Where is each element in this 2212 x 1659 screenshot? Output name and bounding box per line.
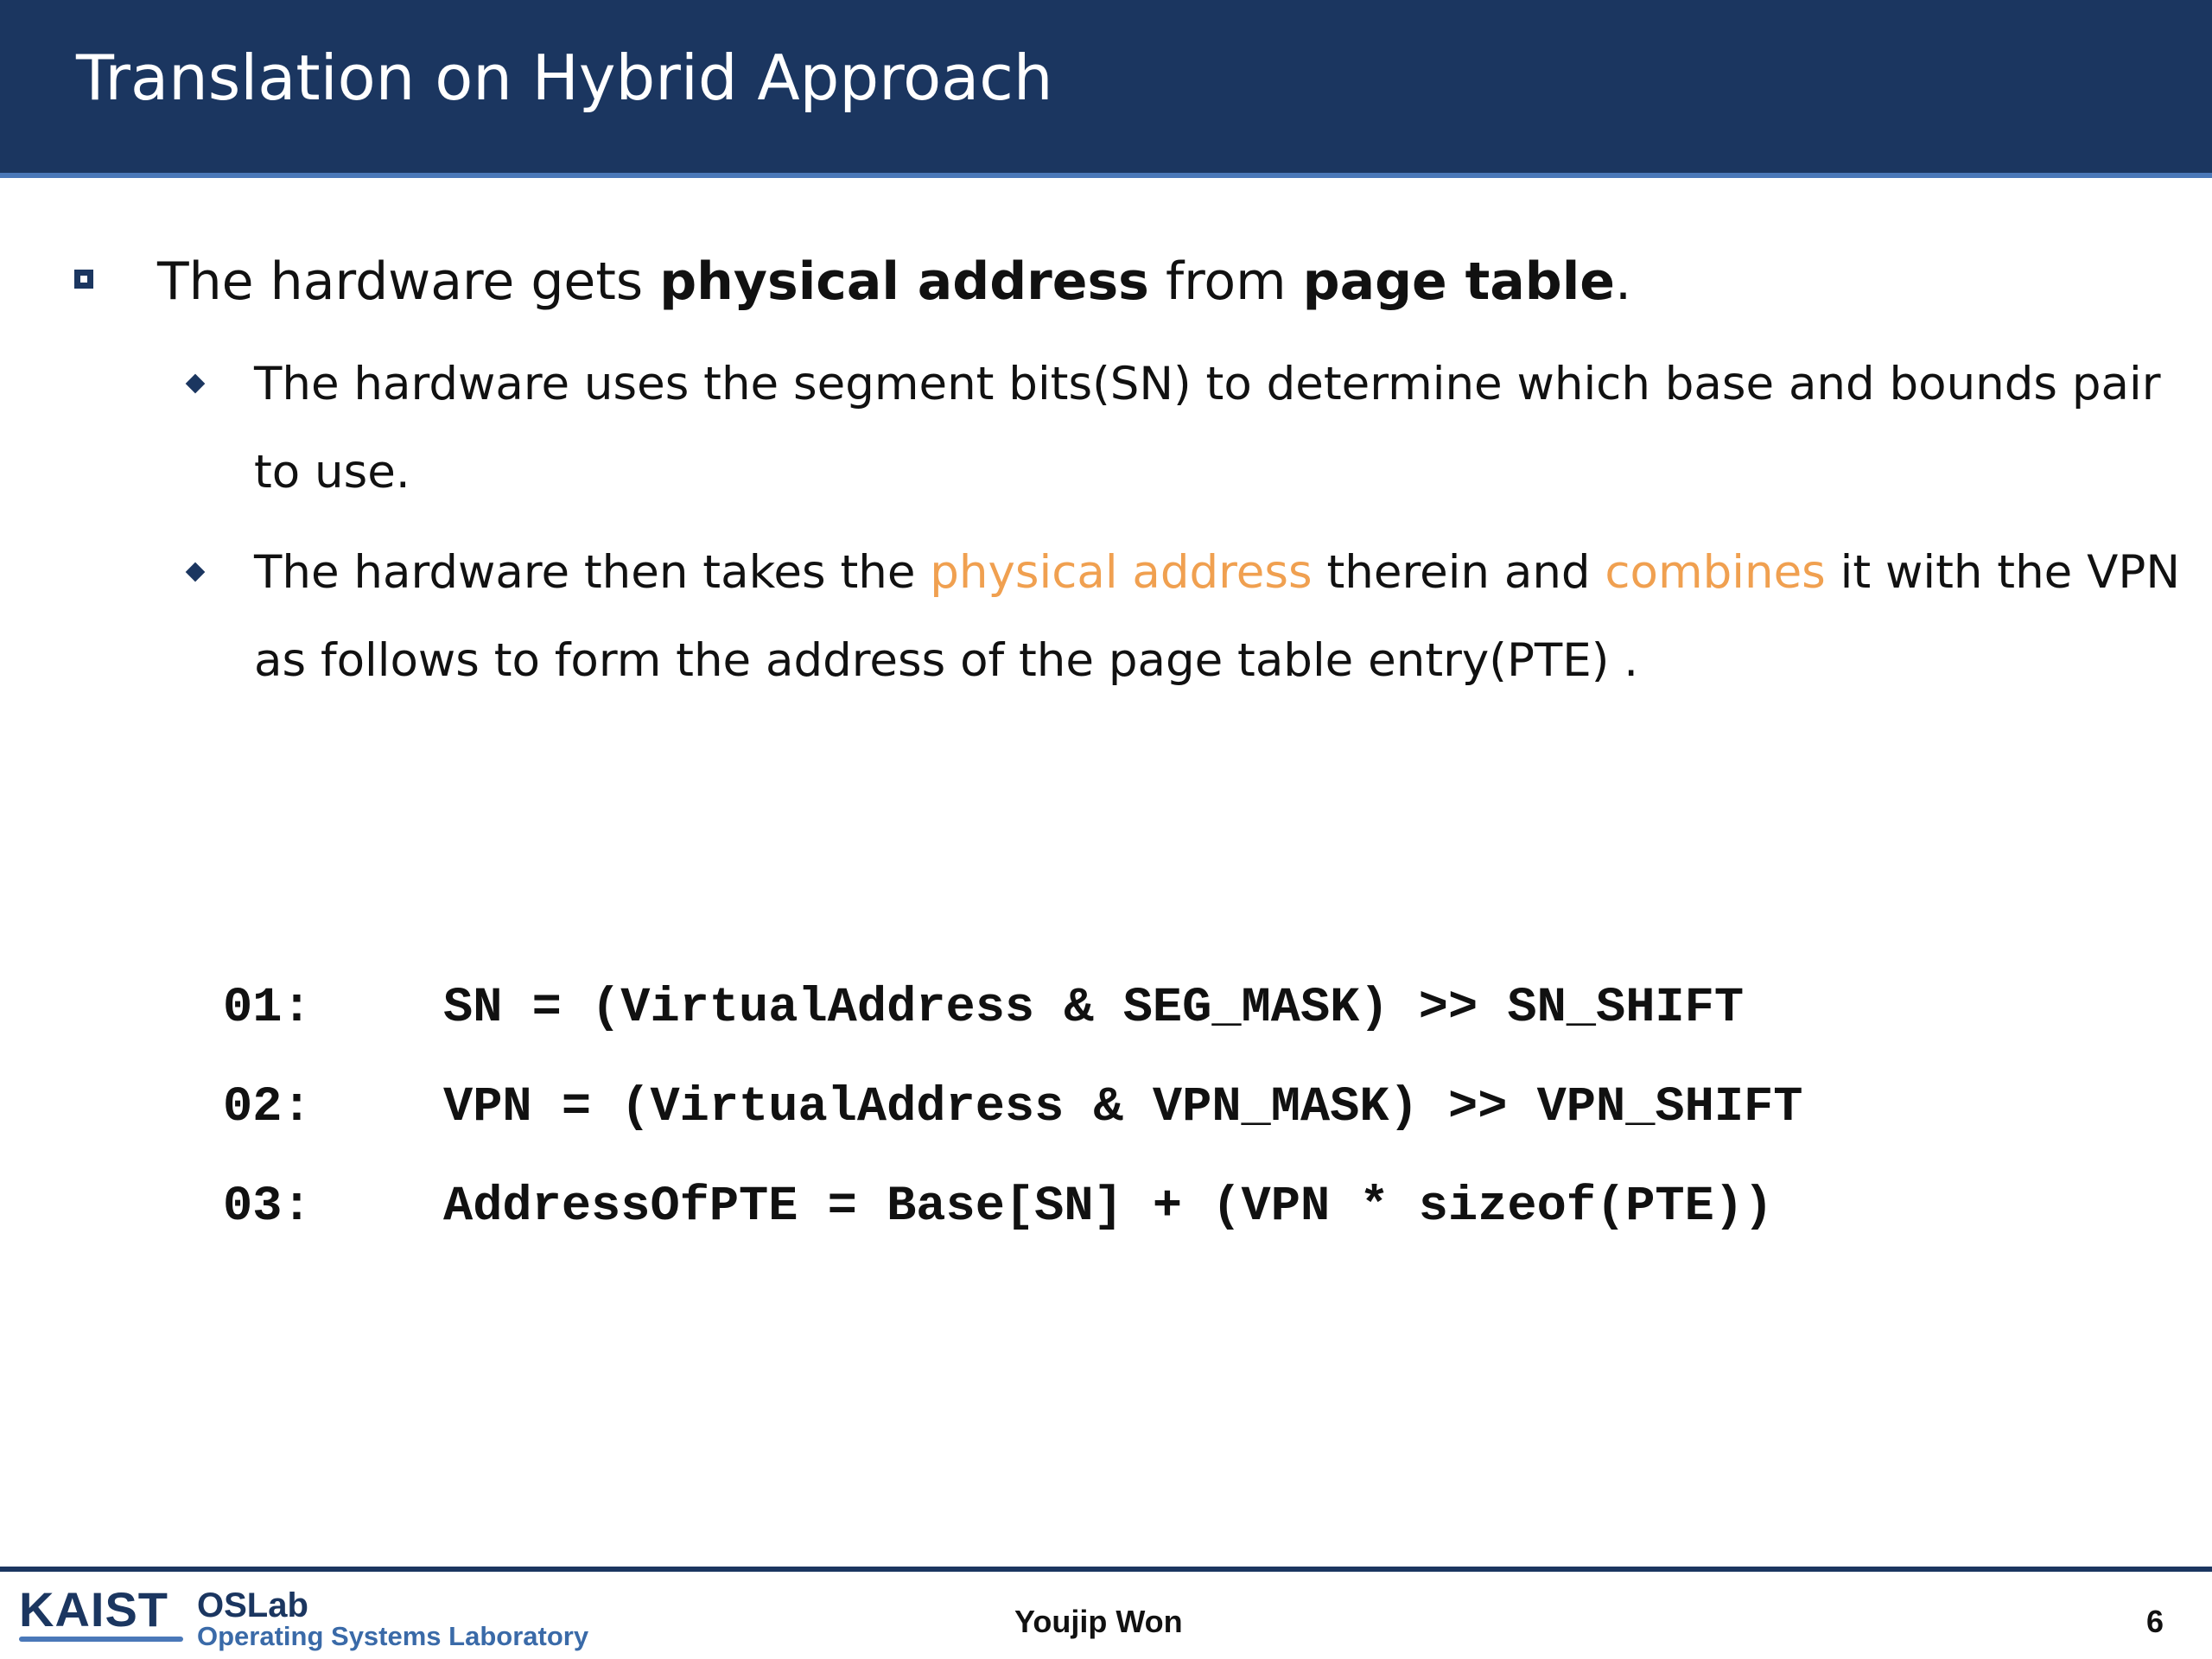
- oslab-logo: OSLab: [197, 1586, 308, 1624]
- sub-bullet-2-text: [254, 529, 2180, 705]
- text-run: therein and: [1312, 546, 1605, 599]
- kaist-logo-swoosh: [19, 1637, 183, 1642]
- text-run: it with the VPN: [1825, 546, 2180, 599]
- bold-physical-address: physical address: [659, 251, 1149, 312]
- oslab-subtitle: Operating Systems Laboratory: [197, 1621, 589, 1651]
- bold-page-table: page table: [1302, 251, 1616, 312]
- highlight-physical-address: physical address: [930, 546, 1313, 599]
- text-run: from: [1148, 251, 1303, 312]
- footer-divider: [0, 1567, 2212, 1572]
- page-number: 6: [2145, 1604, 2164, 1639]
- text-run: .: [1615, 251, 1632, 312]
- code-text: AddressOfPTE = Base[SN] + (VPN * sizeof(PTE)): [443, 1179, 1774, 1235]
- sub-bullet-2-line-2: as follows to form the address of the page table entry(PTE) .: [254, 634, 1639, 687]
- code-block: [223, 959, 1802, 1257]
- sub-bullet-1-line-2: to use.: [254, 446, 410, 499]
- slide-title: Translation on Hybrid Approach: [76, 41, 1053, 114]
- line-number: 03:: [223, 1179, 312, 1235]
- footer-author: Youjip Won: [1014, 1604, 1183, 1639]
- code-line: [223, 1158, 1802, 1257]
- code-line: [223, 1058, 1802, 1158]
- code-line: [223, 959, 1802, 1058]
- line-number: 01:: [223, 981, 312, 1036]
- code-text: SN = (VirtualAddress & SEG_MASK) >> SN_SHIFT: [443, 981, 1745, 1036]
- square-bullet-icon: [74, 270, 93, 289]
- sub-bullet-2-line-1: [254, 529, 2180, 617]
- diamond-bullet-icon: [186, 374, 206, 394]
- sub-bullet-1-text: [254, 340, 2161, 517]
- highlight-combines: combines: [1605, 546, 1826, 599]
- code-text: VPN = (VirtualAddress & VPN_MASK) >> VPN_SHIFT: [443, 1080, 1803, 1135]
- text-run: The hardware gets: [157, 251, 660, 312]
- bullet-main-text: [157, 247, 1631, 316]
- kaist-logo: KAIST: [19, 1582, 168, 1637]
- line-number: 02:: [223, 1080, 312, 1135]
- sub-bullet-1-line-1: The hardware uses the segment bits(SN) to determine which base and bounds pair: [254, 358, 2161, 410]
- title-bar: [0, 0, 2212, 173]
- text-run: The hardware then takes the: [254, 546, 931, 599]
- diamond-bullet-icon: [186, 563, 206, 582]
